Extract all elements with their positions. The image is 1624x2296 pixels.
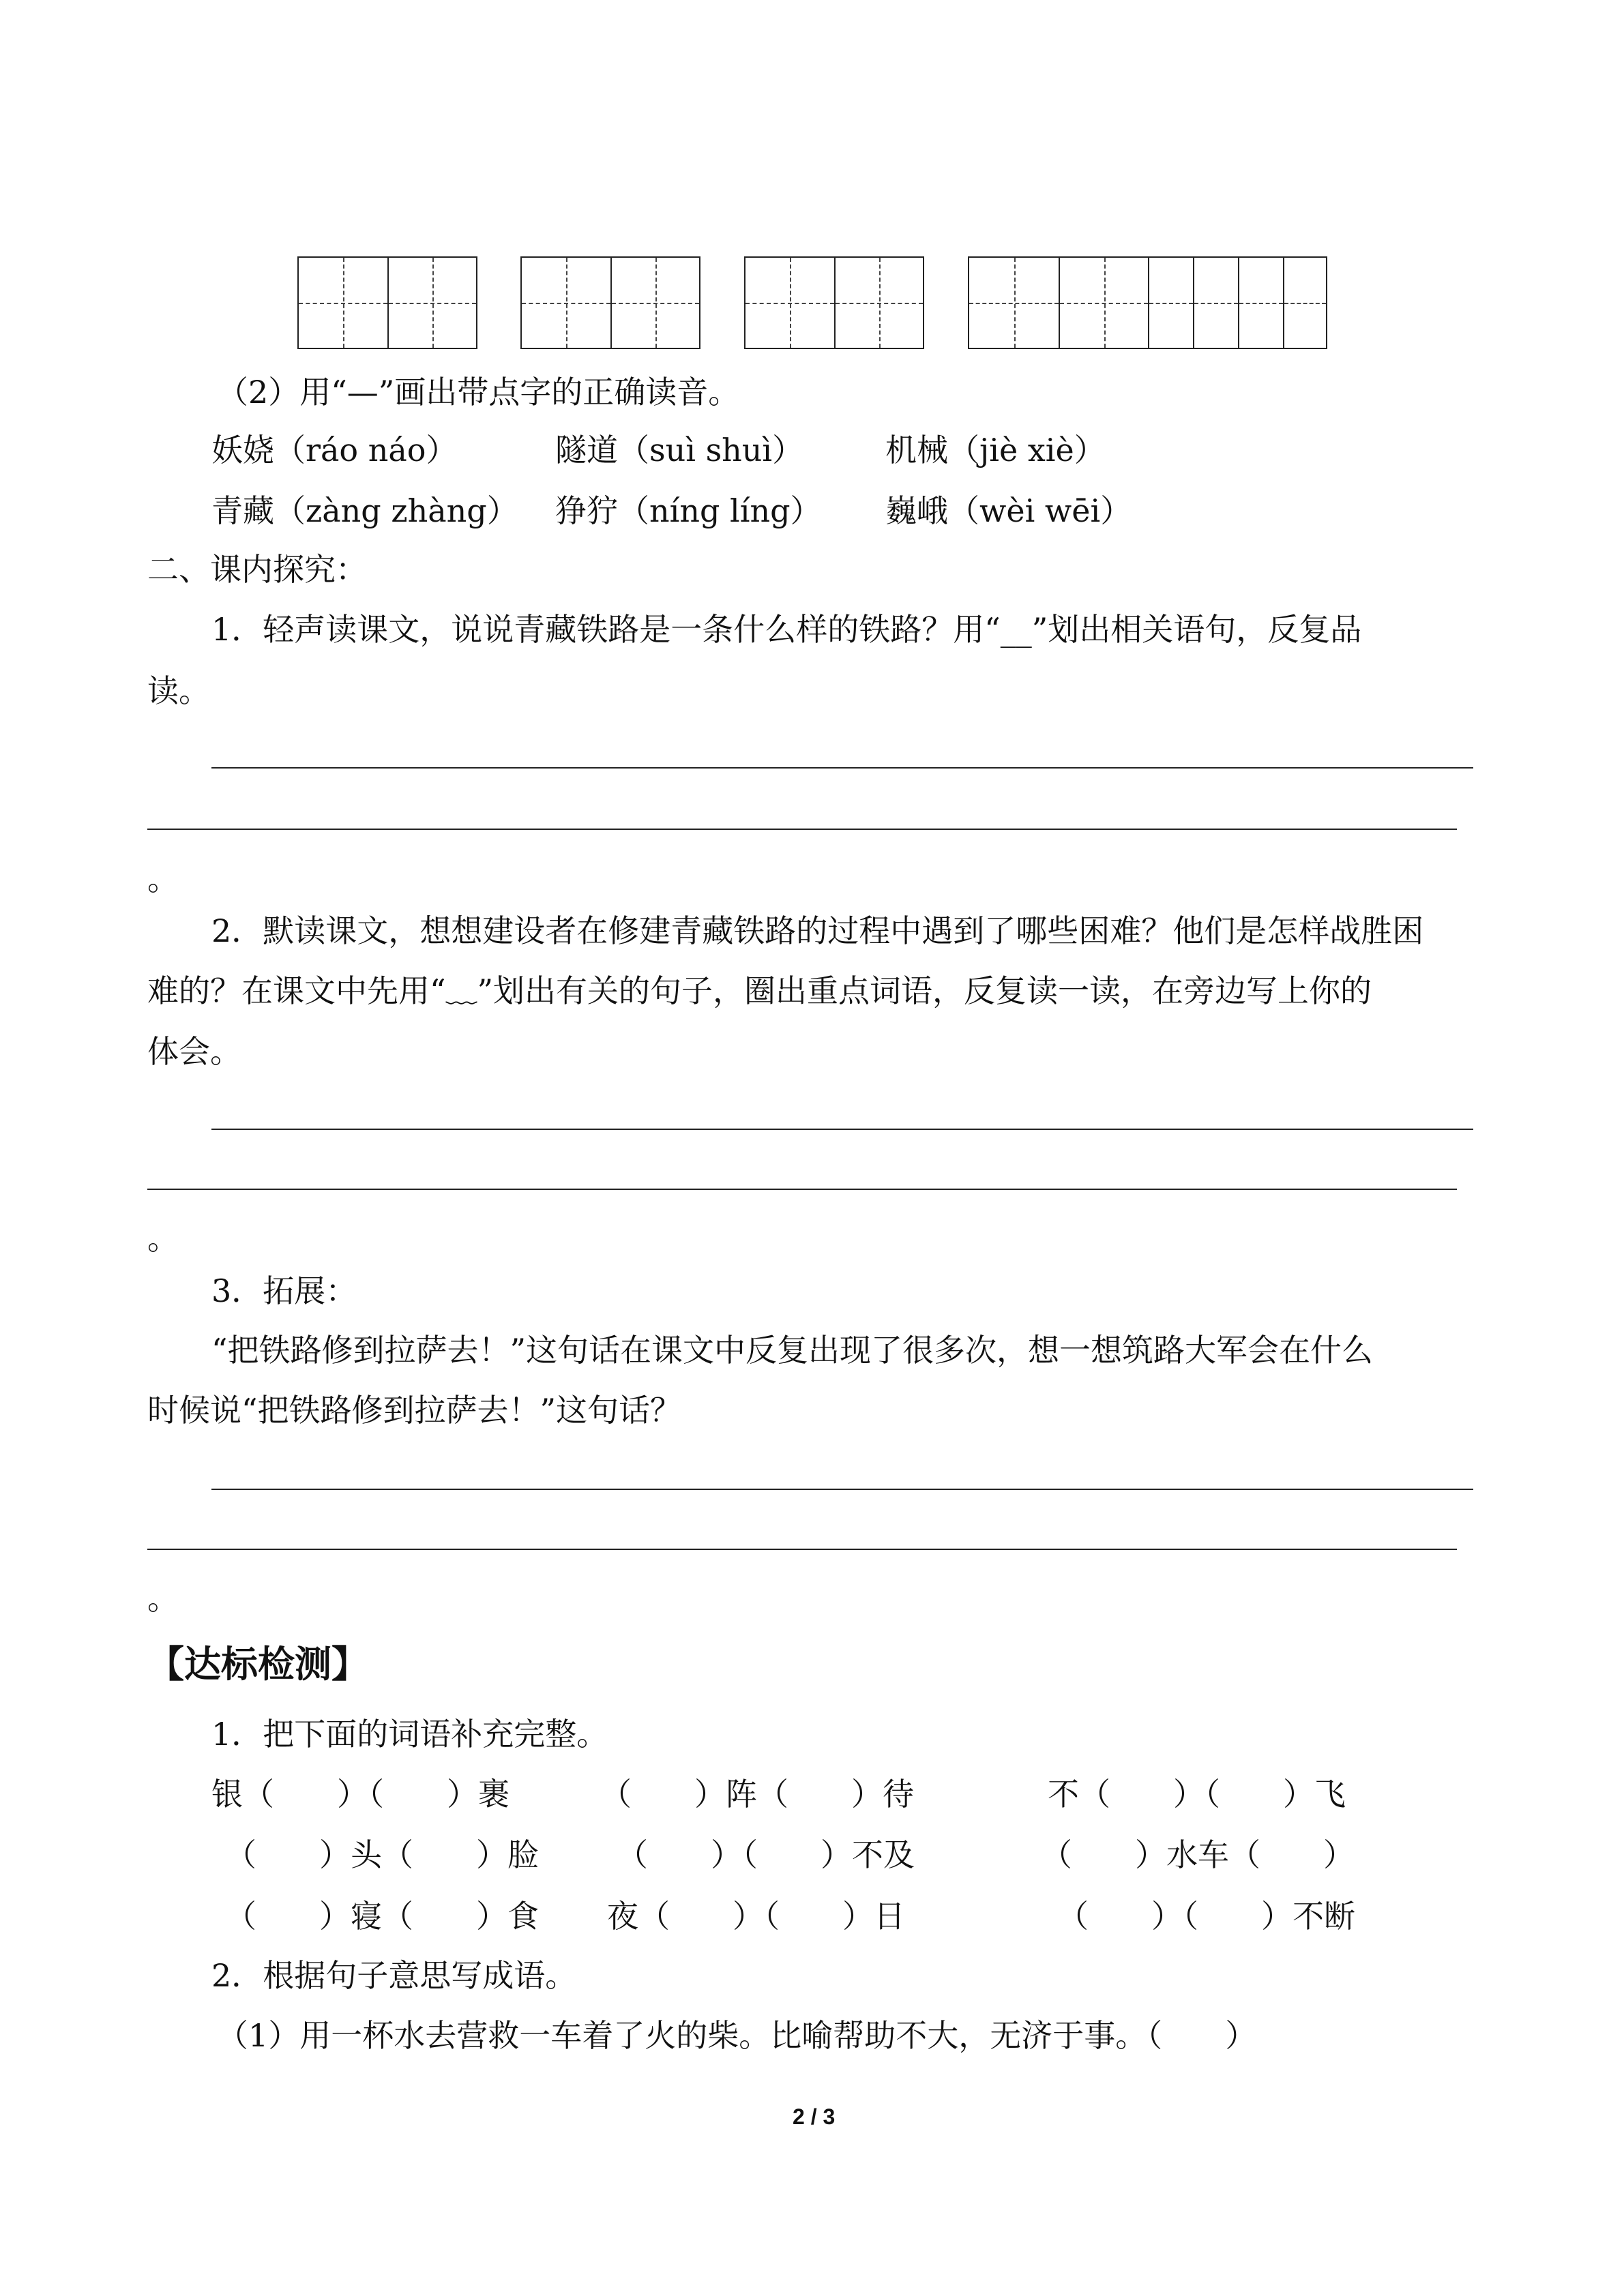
fill-in-item[interactable]: （ ）寝（ ）食: [225, 1898, 539, 1935]
fill-in-item[interactable]: （ ）阵（ ）待: [600, 1776, 914, 1813]
question-1-line-2: 读。: [147, 672, 210, 709]
answer-line[interactable]: [147, 1549, 1457, 1550]
test-question-2: 2．根据句子意思写成语。: [211, 1957, 577, 1994]
fill-in-item[interactable]: （ ）水车（ ）: [1041, 1836, 1355, 1873]
question-3-line-2: 时候说“把铁路修到拉萨去！”这句话？: [147, 1392, 682, 1429]
test-question-2-1[interactable]: （1）用一杯水去营救一车着了火的柴。比喻帮助不大，无济于事。（ ）: [217, 2017, 1257, 2054]
answer-line[interactable]: [211, 1489, 1473, 1490]
writing-grid-2[interactable]: [520, 256, 700, 349]
pinyin-item[interactable]: 青藏（zàng zhàng）: [211, 492, 518, 529]
question-3-line-1: “把铁路修到拉萨去！”这句话在课文中反复出现了很多次，想一想筑路大军会在什么: [211, 1332, 1374, 1369]
pinyin-item[interactable]: 机械（jiè xiè）: [885, 432, 1106, 468]
answer-line[interactable]: [147, 829, 1457, 830]
section-heading: 【达标检测】: [147, 1643, 368, 1686]
question-2-line-3: 体会。: [147, 1033, 241, 1070]
answer-line[interactable]: [211, 767, 1473, 769]
answer-line[interactable]: [147, 1189, 1457, 1190]
answer-period: 。: [147, 861, 179, 897]
question-2-line-2: 难的？在课文中先用“﹏”划出有关的句子，圈出重点词语，反复读一读，在旁边写上你的: [147, 972, 1372, 1009]
pinyin-question: （2）用“—”画出带点字的正确读音。: [217, 374, 740, 411]
pinyin-item[interactable]: 隧道（suì shuì）: [555, 432, 804, 468]
pinyin-item[interactable]: 狰狞（níng líng）: [555, 492, 822, 529]
answer-period: 。: [147, 1580, 179, 1617]
inquiry-heading: 二、课内探究：: [147, 551, 367, 588]
writing-grid-4[interactable]: [968, 256, 1327, 349]
question-1-line-1: 1．轻声读课文，说说青藏铁路是一条什么样的铁路？用“__”划出相关语句，反复品: [211, 611, 1362, 648]
fill-in-item[interactable]: 不（ ）（ ）飞: [1048, 1776, 1346, 1813]
answer-period: 。: [147, 1220, 179, 1257]
fill-in-item[interactable]: 夜（ ）（ ）日: [607, 1898, 905, 1935]
page-number: 2 / 3: [793, 2104, 836, 2129]
test-question-1: 1．把下面的词语补充完整。: [211, 1716, 608, 1753]
fill-in-item[interactable]: 银（ ）（ ）裹: [211, 1776, 510, 1813]
fill-in-item[interactable]: （ ）头（ ）脸: [225, 1836, 539, 1873]
answer-line[interactable]: [211, 1129, 1473, 1130]
writing-grid-3[interactable]: [744, 256, 924, 349]
writing-grid-1[interactable]: [297, 256, 477, 349]
pinyin-item[interactable]: 妖娆（ráo náo）: [211, 432, 458, 468]
fill-in-item[interactable]: （ ）（ ）不断: [1057, 1898, 1355, 1935]
fill-in-item[interactable]: （ ）（ ）不及: [617, 1836, 915, 1873]
question-2-line-1: 2．默读课文，想想建设者在修建青藏铁路的过程中遇到了哪些困难？他们是怎样战胜困: [211, 912, 1424, 949]
pinyin-item[interactable]: 巍峨（wèi wēi）: [885, 492, 1132, 529]
question-3-title: 3．拓展：: [211, 1272, 357, 1309]
